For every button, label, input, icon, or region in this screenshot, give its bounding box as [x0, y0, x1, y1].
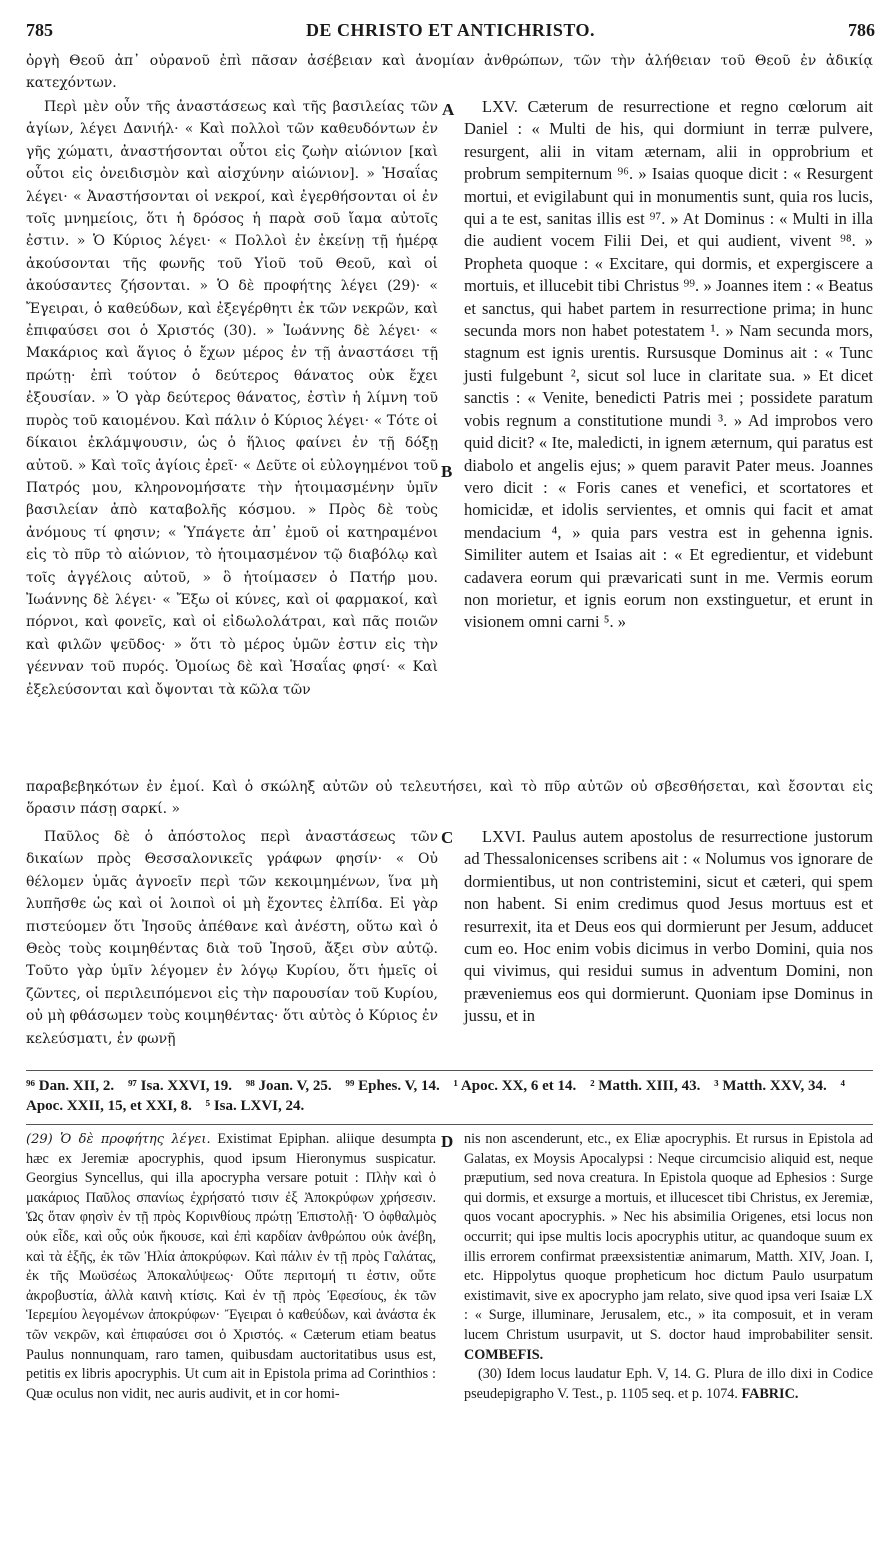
- notes-right-column: [464, 1130, 873, 1404]
- running-title: DE CHRISTO ET ANTICHRISTO.: [305, 20, 596, 40]
- latin-column-section-1: LXV. Cæterum de resurrectione et regno cœlorum ait Daniel : « Multi de his, qui dormiunt in terræ pulvere, resurgent, alii in vitam æternam, alii in opprobrium et probrum sempiternum ⁹⁶. » Isaias quoque dicit : « Resurgent mortui, et evigilabunt qui in monumentis sunt, quia ros lucis, qui a te est, sanitas illis est ⁹⁷. » At Dominus : « Multi in illa die audient vocem Filii Dei, et qui audient, vivent ⁹⁸. » Propheta quoque : « Excitare, qui dormis, et expergiscere a mortuis, et illucebit tibi Christus ⁹⁹. » Joannes item : « Beatus et sanctus, qui habet partem in resurrectione prima; in hunc secunda mors non habet potestatem ¹. » Nam secunda mors, stagnum est ignis urentis. Rursusque Dominus ait : « Tunc justi fulgebunt ², sicut sol luce in claritate sua. » Et dicet sanctis : « Venite, benedicti Patris mei ; possidete paratum vobis regnum a constitutione mundi ³. » Ad improbos vero quid dicit? « Ite, maledicti, in ignem æternum, qui paratus est diabolo et angelis ejus; » quem paravit Pater meus. Joannes vero dicit : « Foris canes et venefici, et scortatores et homicidæ, et idolis servientes, et omnis qui facit et amat mendacium ⁴, » quia pars vestra est in gehenna ignis. Similiter autem et Isaias ait : « Et egredientur, et videbunt cadavera eorum qui prævaricati sunt in me. Vermis eorum non morietur, et ignis eorum non exstinguetur, et erunt in visionem omni carni ⁵. »: [464, 97, 873, 632]
- note-29-signature: COMBEFIS.: [464, 1346, 544, 1363]
- top-greek-line: ὀργὴ Θεοῦ ἀπ᾽ οὐρανοῦ ἐπὶ πᾶσαν ἀσέβειαν καὶ ἀνομίαν ἀνθρώπων, τῶν τὴν ἀλήθειαν τοῦ Θεοῦ ἐν ἀδικίᾳ κατεχόντων.: [26, 53, 873, 92]
- footnote-ref: ¹ Apoc. XX, 6 et 14.: [453, 1078, 577, 1094]
- page-number-left: 785: [26, 20, 53, 40]
- footnote-ref: ³ Matth. XXV, 34.: [714, 1078, 827, 1094]
- note-30-text: (30) Idem locus laudatur Eph. V, 14. G. Plura de illo dixi in Codice pseudepigrapho V. Test., p. 1105 seq. et p. 1074.: [464, 1366, 873, 1402]
- greek-column-section-1: Περὶ μὲν οὖν τῆς ἀναστάσεως καὶ τῆς βασιλείας τῶν ἁγίων, λέγει Δανιήλ· « Καὶ πολλοὶ τῶν καθευδόντων ἐν γῆς χώματι, ἀναστήσονται οὗτοι εἰς ζωὴν αἰώνιον [καὶ οὗτοι εἰς ὀνειδισμὸν καὶ αἰσχύνην αἰώνιον]. » Ἡσαΐας λέγει· « Ἀναστήσονται οἱ νεκροί, καὶ ἐγερθήσονται οἱ ἐν τοῖς μνημείοις, ὅτι ἡ δρόσος ἡ παρὰ σοῦ ἴαμα αὐτοῖς ἐστιν. » Ὁ Κύριος λέγει· « Πολλοὶ ἐν ἐκείνῃ τῇ ἡμέρᾳ ἀκούσονται τῆς φωνῆς τοῦ Υἱοῦ τοῦ Θεοῦ, καὶ οἱ ἀκούσαντες ζήσονται. » Ὁ δὲ προφήτης λέγει (29)· « Ἔγειραι, ὁ καθεύδων, καὶ ἐξεγέρθητι ἐκ τῶν νεκρῶν, καὶ ἐπιφαύσει σοι ὁ Χριστός (30). » Ἰωάννης δὲ λέγει· « Μακάριος καὶ ἅγιος ὁ ἔχων μέρος ἐν τῇ ἀναστάσει τῇ πρώτῃ· ἐπὶ τούτον ὁ δεύτερος θάνατος οὐκ ἔχει ἐξουσίαν. » Ὁ γὰρ δεύτερος θάνατος, ἐστὶν ἡ λίμνη τοῦ πυρὸς τοῦ καιομένου. Καὶ πάλιν ὁ Κύριος λέγει· « Τότε οἱ δίκαιοι ἐκλάμψουσιν, ὡς ὁ ἥλιος φαίνει ἐν τῇ δόξῃ αὐτοῦ. » Καὶ τοῖς ἁγίοις ἐρεῖ· « Δεῦτε οἱ εὐλογημένοι τοῦ Πατρός μου, κληρονομήσατε τὴν ἡτοιμασμένην ὑμῖν βασιλείαν ἀπὸ καταβολῆς κόσμου. » Πρὸς δὲ τοὺς ἀνόμους τί φησιν; « Ὑπάγετε ἀπ᾽ ἐμοῦ οἱ κατηραμένοι εἰς τὸ πῦρ τὸ αἰώνιον, τὸ ἡτοιμασμένον τῷ διαβόλῳ καὶ τοῖς ἀγγέλοις αὐτοῦ, » ὃ ἡτοίμασεν ὁ Πατήρ μου. Ἰωάννης δὲ λέγει· « Ἔξω οἱ κύνες, καὶ οἱ φαρμακοί, καὶ πόρνοι, καὶ φονεῖς, καὶ οἱ εἰδωλολάτραι, καὶ πᾶς ποιῶν καὶ φιλῶν ψεῦδος· » ὅτι τὸ μέρος ὑμῶν ἐστιν εἰς τὴν γέενναν τοῦ πυρός. Ὁμοίως δὲ καὶ Ἡσαΐας φησί· « Καὶ ἐξελεύσονται καὶ ὄψονται τὰ κῶλα τῶν: [26, 99, 438, 698]
- greek-continuation-line: παραβεβηκότων ἐν ἐμοί. Καὶ ὁ σκώληξ αὐτῶν οὐ τελευτήσει, καὶ τὸ πῦρ αὐτῶν οὐ σβεσθήσεται, καὶ ἔσονται εἰς ὅρασιν πάσῃ σαρκί. »: [26, 779, 873, 818]
- greek-column-section-2: Παῦλος δὲ ὁ ἀπόστολος περὶ ἀναστάσεως τῶν δικαίων πρὸς Θεσσαλονικεῖς γράφων φησίν· « Οὐ θέλομεν ὑμᾶς ἀγνοεῖν περὶ τῶν κεκοιμημένων, ἵνα μὴ λυπῆσθε ὡς καὶ οἱ λοιποὶ οἱ μὴ ἔχοντες ἐλπίδα. Εἰ γὰρ πιστεύομεν ὅτι Ἰησοῦς ἀπέθανε καὶ ἀνέστη, οὕτω καὶ ὁ Θεὸς τοὺς κοιμηθέντας διὰ τοῦ Ἰησοῦ, ἄξει σὺν αὐτῷ. Τοῦτο γὰρ ὑμῖν λέγομεν ἐν λόγῳ Κυρίου, ὅτι ἡμεῖς οἱ ζῶντες, οἱ περιλειπόμενοι εἰς τὴν παρουσίαν τοῦ Κυρίου, οὐ μὴ φθάσωμεν τοὺς κοιμηθέντας· ὅτι αὐτὸς ὁ Κύριος ἐν κελεύσματι, ἐν φωνῇ: [26, 829, 438, 1047]
- note-30-signature: FABRIC.: [741, 1385, 799, 1402]
- footnote-ref: ⁹⁶ Dan. XII, 2.: [26, 1078, 115, 1094]
- margin-marker-a: A: [442, 100, 455, 119]
- note-29-text-right: nis non ascenderunt, etc., ex Eliæ apocryphis. Et rursus in Epistola ad Galatas, ex Moysis Apocalypsi : Neque circumcisio aliquid est, neque præputium, sed nova creatura. In Epistola quoque ad Ephesios : Surge qui dormis, et exsurge a mortuis, et illucescet tibi Christus, ex Jeremiæ, quos vocant apocryphis. » Nec his absimilia Origenes, etsi locus non occurrit; qui ipse multis locis apocryphis utitur, ac quandoque suum ex illis errorem confirmat præexsistentiæ animarum, Matth. XIV, Joan. I, etc. Hippolytus quoque propheticum hoc dictum Paulo usurpatum existimavit, sive ex apocrypho jam relato, sive quod ipsa veri Isaiæ LX : « Surge, illuminare, Jerusalem, etc., » ita composuit, et in veram lucem Christum usurpavit, ut S. doctor haud improbabiliter sensit.: [464, 1131, 873, 1343]
- notes-divider: [26, 1124, 873, 1125]
- page-number-right: 786: [848, 20, 875, 40]
- footnote-references: [26, 1076, 873, 1116]
- footnote-ref: ⁹⁹ Ephes. V, 14.: [345, 1078, 440, 1094]
- note-29-text-left: Existimat Epiphan. aliique desumpta hæc ex Jeremiæ apocryphis, quod ipsum Hieronymus suspicatur. Georgius Syncellus, qui illa apocrypha versare potuit : Πλὴν καὶ ὁ μακάριος Παῦλος σπανίως ἐχρήσατό τισιν ἐξ Ἀποκρύφων χρήσεσιν. Ὡς ὅταν φησὶν ἐν τῇ πρὸς Κορινθίους πρώτῃ Ἐπιστολῇ· Ὁ ὀφθαλμὸς οὐκ εἶδε, καὶ οὖς οὐκ ἤκουσε, καὶ ἐπὶ καρδίαν ἀνθρώπου οὐκ ἀνέβη, καὶ τὰ ἑξῆς, ἐκ τῶν Ἠλία ἀποκρύφων. Καὶ πάλιν ἐν τῇ πρὸς Γαλάτας, ἐκ τῆς Μωϋσέως Ἀποκαλύψεως· Οὔτε περιτομή τι ἐστιν, οὔτε ἀκροβυστία, ἀλλὰ καινὴ κτίσις. Καὶ ἐν τῇ πρὸς Ἐφεσίους, ἐκ τῶν Ἱερεμίου λεγομένων ἀποκρύφων· Ἔγειραι ὁ καθεύδων, καὶ ἀνάστα ἐκ τῶν νεκρῶν, καὶ ἐπιφαύσει σοι ὁ Χριστός. « Cæterum etiam beatus Paulus nonnunquam, raro tamen, quibusdam auctoritatibus usus est, petitis ex libris apocryphis. Ut cum ait in Epistola prima ad Corinthios : Quæ oculus non vidit, nec auris audivit, et in cor homi-: [26, 1131, 436, 1402]
- latin-column-section-2: LXVI. Paulus autem apostolus de resurrectione justorum ad Thessalonicenses scribens ait : « Nolumus vos ignorare de dormientibus, ut non contristemini, sicut et cæteri, qui spem non habent. Si enim credimus quod Jesus mortuus est et resurrexit, ita et Deus eos qui dormierunt per Jesum, adducet cum eo. Hoc enim vobis dicimus in verbo Domini, quia nos qui vivimus, qui residui sumus in adventum Domini, non præveniemus eos qui dormierunt. Quoniam ipse Dominus in jussu, et in: [464, 827, 873, 1026]
- footnote-ref: ⁴ Apoc. XXII, 15, et XXI, 8.: [26, 1078, 845, 1114]
- margin-marker-d: D: [441, 1132, 454, 1151]
- notes-left-column: [26, 1130, 436, 1404]
- running-header: [26, 14, 875, 44]
- footnote-ref: ⁹⁷ Isa. XXVI, 19.: [127, 1078, 232, 1094]
- footnote-ref: ⁵ Isa. LXVI, 24.: [205, 1098, 305, 1114]
- footnote-ref: ⁹⁸ Joan. V, 25.: [245, 1078, 332, 1094]
- margin-marker-b: B: [441, 462, 453, 481]
- margin-marker-c: C: [441, 828, 454, 847]
- note-29: [26, 1130, 436, 1404]
- footnote-divider: [26, 1070, 873, 1071]
- footnote-ref: ² Matth. XIII, 43.: [590, 1078, 701, 1094]
- note-29-head: (29) Ὁ δὲ προφήτης λέγει.: [26, 1132, 211, 1147]
